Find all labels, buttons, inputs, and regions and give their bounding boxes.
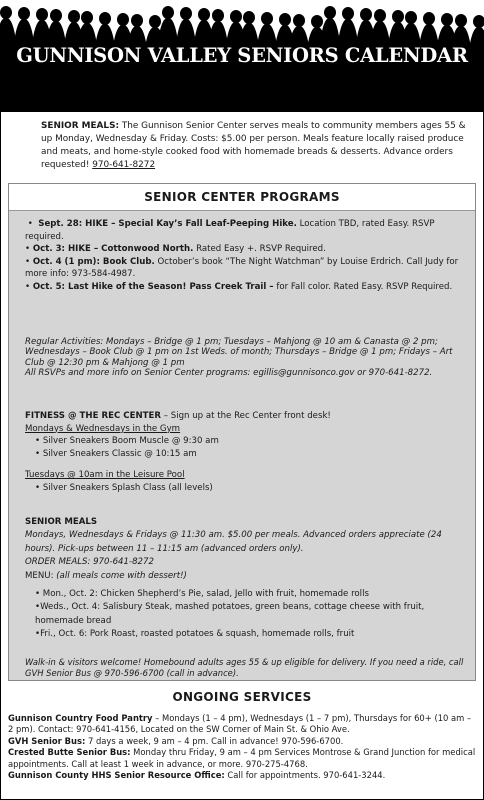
ongoing-services <box>8 713 478 781</box>
service-name: GVH Senior Bus: <box>8 735 86 746</box>
page-title: GUNNISON VALLEY SENIORS CALENDAR <box>16 44 468 67</box>
service-item <box>8 747 478 770</box>
service-item <box>8 713 478 736</box>
silhouette-head <box>36 8 48 21</box>
menu-label: MENU: <box>25 570 57 581</box>
gym-item-text: Silver Sneakers Boom Muscle @ 9:30 am <box>42 436 219 447</box>
gym-item: • Silver Sneakers Classic @ 10:15 am <box>35 448 197 459</box>
walk-in-note: Walk-in & visitors welcome! Homebound adults ages 55 & up eligible for delivery. If you need a ride, call GVH Senior Bus @ 970-596-6700 (call in advance). <box>25 657 464 678</box>
pool-item: • Silver Sneakers Splash Class (all levels) <box>35 482 213 493</box>
menu-note: (all meals come with dessert!) <box>56 570 187 581</box>
programs-heading: SENIOR CENTER PROGRAMS <box>144 190 340 204</box>
fitness-header <box>25 410 465 423</box>
regular-activities-text: Regular Activities: Mondays – Bridge @ 1 pm; Tuesdays – Mahjong @ 10 am & Canasta @ 2 pm; Wednesdays – Book Club @ 1 pm on 1st Weds. of month; Thursdays – Bridge @ 1 pm; Fridays – Art Club @ 12:30 pm & Mahjong @ 1 pm <box>25 337 453 368</box>
event-title: Oct. 5: Last Hike of the Season! Pass Creek Trail – <box>32 281 274 292</box>
intro-text: The Gunnison Senior Center serves meals to community members ages 55 & up Monday, Wednesday & Friday. Costs: $5.00 per person. Meals feature locally raised produce and meats, and home-style cooked food with homemade breads & desserts. Advance orders requested! <box>41 121 466 170</box>
event-item: • Sept. 28: HIKE – Special Kay’s Fall Leaf-Peeping Hike. Location TBD, rated Easy. RSVP required. <box>25 219 435 242</box>
event-detail: October’s book “The Night Watchman” by Louise Erdrich. Call Judy for more info: 973-584-4987. <box>25 256 459 280</box>
fitness-label: FITNESS @ THE REC CENTER <box>25 411 161 421</box>
fitness-section <box>25 410 465 495</box>
service-name: Crested Butte Senior Bus: <box>8 747 131 758</box>
regular-activities <box>25 337 465 379</box>
silhouette-head <box>279 13 291 26</box>
intro-phone: 970-641-8272 <box>92 160 156 170</box>
senior-center-programs <box>8 183 476 681</box>
header-banner <box>0 0 484 112</box>
service-detail: 7 days a week, 9 am – 4 pm. Call in advance! 970-596-6700. <box>85 735 344 746</box>
menu-item: •Fri., Oct. 6: Pork Roast, roasted potatoes & squash, homemade rolls, fruit <box>35 629 355 640</box>
gym-heading: Mondays & Wednesdays in the Gym <box>25 423 181 434</box>
event-detail: for Fall color. Rated Easy. RSVP Required. <box>273 281 453 292</box>
service-name: Gunnison County HHS Senior Resource Office: <box>8 770 225 781</box>
silhouette-head <box>198 8 210 21</box>
event-item: • Oct. 3: HIKE – Cottonwood North. Rated Easy +. RSVP Required. <box>25 244 326 255</box>
meals-schedule: Mondays, Wednesdays & Fridays @ 11:30 am. $5.00 per meals. Advanced orders appreciate (24 hours). Pick-ups between 11 – 11:15 am (advanced orders only). <box>25 530 442 554</box>
meals-heading: SENIOR MEALS <box>25 517 98 527</box>
ongoing-heading: ONGOING SERVICES <box>172 690 312 704</box>
menu-item: • Mon., Oct. 2: Chicken Shepherd’s Pie, salad, Jello with fruit, homemade rolls <box>35 589 369 600</box>
menu-item: •Weds., Oct. 4: Salisbury Steak, mashed potatoes, green beans, cottage cheese with fruit, homemade bread <box>35 602 425 626</box>
event-title: Oct. 3: HIKE – Cottonwood North. <box>32 244 194 255</box>
senior-meals-section <box>25 516 465 642</box>
service-detail: Call for appointments. 970-641-3244. <box>224 770 386 781</box>
service-item <box>8 736 478 747</box>
pool-item-text: Silver Sneakers Splash Class (all levels) <box>42 482 213 493</box>
meals-orders: ORDER MEALS: 970-641-8272 <box>25 557 154 568</box>
service-item <box>8 770 478 781</box>
event-detail: Location TBD, rated Easy. RSVP required. <box>25 219 435 242</box>
rsvp-info: All RSVPs and more info on Senior Center programs: egillis@gunnisonco.gov or 970-641-8272. <box>25 368 433 379</box>
gym-item-text: Silver Sneakers Classic @ 10:15 am <box>42 448 197 459</box>
events-list <box>25 218 465 294</box>
event-item: • Oct. 5: Last Hike of the Season! Pass Creek Trail – for Fall color. Rated Easy. RSVP Required. <box>25 281 453 292</box>
event-item: • Oct. 4 (1 pm): Book Club. October’s book “The Night Watchman” by Louise Erdrich. Call Judy for more info: 973-584-4987. <box>25 256 459 280</box>
event-title: Oct. 4 (1 pm): Book Club. <box>32 256 155 267</box>
gym-item: • Silver Sneakers Boom Muscle @ 9:30 am <box>35 436 219 447</box>
event-title: Sept. 28: HIKE – Special Kay’s Fall Leaf-Peeping Hike. <box>38 219 297 229</box>
service-detail: – Mondays (1 – 4 pm), Wednesdays (1 – 7 pm), Thursdays for 60+ (10 am – 2 pm). Contact: 970-641-4156, Located on the SW Corner of Main St. & Ohio Ave. <box>8 713 472 735</box>
service-name: Gunnison Country Food Pantry <box>8 713 153 723</box>
silhouette-body <box>468 27 484 112</box>
intro-label: SENIOR MEALS: <box>41 121 120 131</box>
service-detail: Monday thru Friday, 9 am – 4 pm Services Montrose & Grand Junction for medical appointments. Call at least 1 week in advance, or more. 970-275-4768. <box>8 747 476 769</box>
menu-header <box>25 570 465 583</box>
senior-meals-intro <box>41 120 477 172</box>
fitness-text: – Sign up at the Rec Center front desk! <box>161 411 331 421</box>
programs-header <box>9 184 475 211</box>
pool-heading: Tuesdays @ 10am in the Leisure Pool <box>25 470 185 481</box>
silhouette-head <box>360 8 372 21</box>
event-detail: Rated Easy +. RSVP Required. <box>193 244 326 255</box>
